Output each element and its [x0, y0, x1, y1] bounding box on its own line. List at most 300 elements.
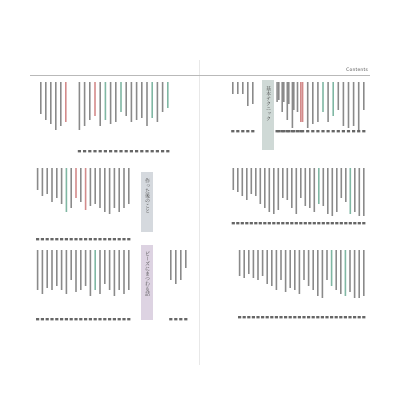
- toc-text-line: [89, 82, 91, 120]
- toc-text-line: [276, 82, 278, 102]
- toc-text-line: [307, 82, 309, 128]
- page-number: [79, 318, 82, 320]
- page-number: [352, 130, 355, 132]
- toc-text-line: [287, 168, 289, 200]
- toc-text-line: [359, 168, 361, 216]
- toc-text-line: [94, 250, 96, 290]
- page-number: [259, 222, 262, 224]
- page-number: [316, 130, 319, 132]
- page-number: [246, 130, 249, 132]
- toc-text-line: [242, 82, 244, 94]
- toc-text-line: [232, 82, 234, 94]
- toc-text-line: [291, 168, 293, 208]
- toc-text-line: [332, 82, 334, 116]
- toc-text-line: [282, 168, 284, 198]
- page-number: [36, 238, 39, 240]
- section-title-beads: ビーズにまつわる話: [144, 251, 150, 296]
- page-number: [36, 318, 39, 320]
- toc-text-line: [345, 250, 347, 296]
- toc-text-line: [358, 82, 360, 130]
- page-number: [113, 238, 116, 240]
- toc-text-line: [175, 250, 177, 284]
- toc-text-line: [99, 168, 101, 208]
- page-number: [286, 222, 289, 224]
- toc-text-line: [255, 168, 257, 196]
- page-number: [277, 222, 280, 224]
- page-number: [55, 238, 58, 240]
- page-number: [358, 222, 361, 224]
- toc-text-line: [247, 82, 249, 106]
- toc-text-line: [75, 168, 77, 198]
- toc-text-line: [363, 82, 365, 110]
- page-number: [109, 150, 112, 152]
- toc-text-line: [271, 250, 273, 286]
- page-number: [362, 130, 365, 132]
- toc-text-line: [51, 168, 53, 202]
- page-number: [94, 318, 97, 320]
- toc-text-line: [45, 82, 47, 120]
- page-number: [272, 222, 275, 224]
- toc-text-line: [257, 250, 259, 280]
- toc-text-line: [128, 168, 130, 204]
- toc-text-line: [327, 168, 329, 214]
- toc-text-line: [260, 168, 262, 204]
- page-number: [339, 316, 342, 318]
- page-number: [103, 238, 106, 240]
- page-number: [296, 130, 299, 132]
- toc-text-line: [51, 250, 53, 290]
- page-number: [50, 318, 53, 320]
- toc-text-line: [61, 250, 63, 290]
- toc-text-line: [299, 250, 301, 294]
- page-number: [353, 316, 356, 318]
- toc-text-line: [90, 250, 92, 296]
- toc-text-line: [55, 82, 57, 130]
- page-number: [292, 130, 295, 132]
- page-number: [41, 318, 44, 320]
- page-number: [254, 222, 257, 224]
- page-number: [277, 130, 280, 132]
- toc-text-line: [293, 82, 295, 110]
- page-number: [46, 318, 49, 320]
- toc-text-line: [341, 168, 343, 198]
- page-number: [241, 130, 244, 132]
- toc-text-line: [109, 168, 111, 214]
- toc-text-line: [70, 168, 72, 208]
- page-number: [317, 222, 320, 224]
- page-number: [108, 238, 111, 240]
- page-number: [151, 150, 154, 152]
- page-number: [270, 316, 273, 318]
- page-number: [46, 238, 49, 240]
- toc-text-line: [237, 82, 239, 94]
- page-number: [130, 150, 133, 152]
- page-number: [335, 222, 338, 224]
- toc-text-line: [343, 82, 345, 126]
- section-title-after: 作った後のこと: [144, 178, 150, 213]
- page-number: [312, 316, 315, 318]
- toc-text-line: [326, 250, 328, 280]
- page-number: [304, 222, 307, 224]
- page-number: [232, 222, 235, 224]
- page-number: [93, 150, 96, 152]
- toc-text-line: [335, 250, 337, 290]
- page-number: [169, 318, 172, 320]
- toc-text-line: [141, 82, 143, 118]
- page-number: [236, 222, 239, 224]
- page-number: [70, 318, 73, 320]
- page-number: [316, 316, 319, 318]
- page-number: [113, 318, 116, 320]
- toc-text-line: [85, 168, 87, 210]
- page-number: [241, 222, 244, 224]
- page-number: [114, 150, 117, 152]
- page-number: [353, 222, 356, 224]
- toc-text-line: [278, 168, 280, 210]
- toc-text-line: [332, 168, 334, 216]
- page-number: [261, 316, 264, 318]
- page-number: [289, 316, 292, 318]
- page-number: [331, 222, 334, 224]
- toc-text-line: [292, 82, 294, 128]
- toc-text-line: [318, 168, 320, 204]
- toc-text-line: [285, 250, 287, 292]
- toc-text-line: [350, 168, 352, 214]
- page-number: [311, 130, 314, 132]
- toc-text-line: [281, 82, 283, 112]
- toc-text-line: [80, 250, 82, 290]
- page-number: [332, 130, 335, 132]
- toc-text-line: [354, 168, 356, 212]
- toc-text-line: [251, 168, 253, 194]
- toc-text-line: [42, 250, 44, 294]
- page-number: [263, 222, 266, 224]
- page-number: [245, 222, 248, 224]
- page-number: [326, 222, 329, 224]
- page-number: [243, 316, 246, 318]
- page-number: [362, 316, 365, 318]
- toc-text-line: [317, 82, 319, 122]
- page-number: [135, 150, 138, 152]
- toc-text-line: [79, 82, 81, 130]
- toc-text-line: [363, 250, 365, 296]
- toc-text-line: [322, 250, 324, 298]
- page-number: [145, 150, 148, 152]
- page-number: [342, 130, 345, 132]
- page-number: [251, 130, 254, 132]
- page-number: [295, 222, 298, 224]
- toc-text-line: [125, 82, 127, 116]
- toc-text-line: [136, 82, 138, 120]
- toc-text-line: [322, 82, 324, 112]
- toc-text-line: [162, 82, 164, 112]
- page-number: [357, 130, 360, 132]
- toc-text-line: [70, 250, 72, 280]
- page-number: [83, 150, 86, 152]
- toc-text-line: [46, 250, 48, 288]
- page-number: [98, 318, 101, 320]
- page-number: [41, 238, 44, 240]
- page-number: [307, 316, 310, 318]
- toc-text-line: [345, 168, 347, 202]
- page-number: [108, 318, 111, 320]
- page-number: [322, 222, 325, 224]
- toc-text-line: [262, 250, 264, 276]
- page-number: [348, 316, 351, 318]
- toc-text-line: [50, 82, 52, 124]
- toc-text-line: [331, 250, 333, 286]
- page-number: [184, 318, 187, 320]
- toc-text-line: [280, 250, 282, 280]
- page-number: [231, 130, 234, 132]
- toc-text-line: [288, 82, 290, 104]
- page-number: [103, 318, 106, 320]
- page-number: [94, 238, 97, 240]
- page-number: [308, 222, 311, 224]
- page-number: [325, 316, 328, 318]
- page-number: [256, 316, 259, 318]
- toc-text-line: [180, 250, 182, 280]
- toc-text-line: [105, 82, 107, 120]
- toc-text-line: [300, 82, 302, 122]
- toc-text-line: [242, 168, 244, 196]
- toc-text-line: [110, 82, 112, 124]
- page-number: [50, 238, 53, 240]
- toc-text-line: [276, 250, 278, 290]
- toc-text-line: [170, 250, 172, 280]
- toc-text-line: [185, 250, 187, 268]
- page-number: [88, 150, 91, 152]
- toc-text-line: [85, 250, 87, 286]
- page-number: [166, 150, 169, 152]
- toc-text-line: [167, 82, 169, 108]
- page-number: [335, 316, 338, 318]
- toc-text-line: [312, 82, 314, 124]
- toc-text-line: [348, 82, 350, 128]
- page-number: [104, 150, 107, 152]
- toc-text-line: [302, 82, 304, 122]
- page-number: [344, 316, 347, 318]
- page-number: [290, 222, 293, 224]
- page-number: [79, 238, 82, 240]
- toc-text-line: [264, 168, 266, 208]
- page-number: [247, 316, 250, 318]
- toc-text-line: [65, 82, 67, 122]
- page-number: [327, 130, 330, 132]
- page-number: [127, 238, 130, 240]
- toc-text-line: [243, 250, 245, 278]
- toc-text-line: [131, 82, 133, 122]
- page-number: [362, 222, 365, 224]
- toc-text-line: [289, 250, 291, 288]
- toc-text-line: [80, 168, 82, 202]
- page-number: [84, 318, 87, 320]
- toc-text-line: [109, 250, 111, 290]
- page-number: [156, 150, 159, 152]
- toc-text-line: [90, 168, 92, 206]
- toc-text-line: [146, 82, 148, 126]
- page-number: [349, 222, 352, 224]
- toc-text-line: [120, 82, 122, 112]
- toc-text-line: [233, 168, 235, 190]
- page-number: [279, 316, 282, 318]
- toc-text-line: [338, 82, 340, 110]
- page-number: [347, 130, 350, 132]
- toc-text-line: [287, 82, 289, 120]
- page-number: [122, 238, 125, 240]
- toc-text-line: [114, 250, 116, 296]
- page-number: [358, 316, 361, 318]
- toc-text-line: [94, 82, 96, 116]
- page-number: [321, 130, 324, 132]
- toc-text-line: [252, 82, 254, 104]
- section-title-basic: 基本テクニック: [265, 86, 271, 121]
- toc-text-line: [297, 82, 299, 112]
- toc-text-line: [269, 168, 271, 212]
- toc-text-line: [363, 168, 365, 216]
- page-number: [268, 222, 271, 224]
- toc-text-line: [151, 82, 153, 118]
- page-number: [306, 130, 309, 132]
- page-number: [65, 238, 68, 240]
- toc-text-line: [42, 168, 44, 196]
- toc-text-line: [266, 250, 268, 284]
- page-number: [65, 318, 68, 320]
- page-number: [99, 150, 102, 152]
- toc-text-line: [115, 82, 117, 122]
- page-number: [287, 130, 290, 132]
- toc-text-line: [308, 250, 310, 286]
- toc-text-line: [296, 168, 298, 214]
- page-number: [282, 130, 285, 132]
- page-number: [127, 318, 130, 320]
- toc-text-line: [66, 250, 68, 294]
- page-number: [330, 316, 333, 318]
- toc-text-line: [40, 82, 42, 114]
- toc-text-line: [128, 250, 130, 290]
- toc-text-line: [123, 168, 125, 208]
- toc-text-line: [253, 250, 255, 278]
- page-number: [337, 130, 340, 132]
- page-number: [174, 318, 177, 320]
- toc-text-line: [66, 168, 68, 212]
- page-number: [281, 222, 284, 224]
- page-number: [250, 222, 253, 224]
- page-number: [70, 238, 73, 240]
- toc-text-line: [317, 250, 319, 296]
- toc-text-line: [37, 168, 39, 190]
- toc-text-line: [303, 250, 305, 280]
- toc-text-line: [94, 168, 96, 204]
- toc-text-line: [56, 168, 58, 198]
- toc-text-line: [323, 168, 325, 206]
- toc-text-line: [349, 250, 351, 292]
- toc-text-line: [118, 168, 120, 212]
- page-number: [293, 316, 296, 318]
- toc-text-line: [60, 82, 62, 126]
- page-number: [298, 316, 301, 318]
- toc-text-line: [61, 168, 63, 204]
- page-number: [125, 150, 128, 152]
- page-number: [118, 238, 121, 240]
- toc-text-line: [46, 168, 48, 194]
- page-number: [118, 318, 121, 320]
- page-number: [340, 222, 343, 224]
- page-number: [74, 238, 77, 240]
- toc-text-line: [118, 250, 120, 290]
- toc-text-line: [309, 168, 311, 208]
- toc-text-line: [99, 250, 101, 294]
- toc-text-line: [56, 250, 58, 286]
- toc-text-line: [157, 82, 159, 122]
- toc-text-line: [104, 250, 106, 284]
- page-number: [140, 150, 143, 152]
- page-number: [299, 130, 302, 132]
- toc-text-line: [340, 250, 342, 294]
- page-number: [179, 318, 182, 320]
- toc-text-line: [114, 168, 116, 208]
- page-number: [89, 238, 92, 240]
- page-number: [60, 238, 63, 240]
- toc-text-line: [246, 168, 248, 200]
- page-number: [98, 238, 101, 240]
- toc-text-line: [75, 250, 77, 292]
- page-number: [284, 316, 287, 318]
- page-number: [74, 318, 77, 320]
- toc-text-line: [358, 250, 360, 298]
- toc-text-line: [104, 168, 106, 212]
- toc-text-line: [273, 168, 275, 214]
- contents-header: Contents: [346, 68, 368, 73]
- toc-text-line: [312, 250, 314, 290]
- page-number: [89, 318, 92, 320]
- toc-text-line: [353, 82, 355, 126]
- page-number: [55, 318, 58, 320]
- page-number: [302, 316, 305, 318]
- toc-text-line: [239, 250, 241, 276]
- page-number: [299, 222, 302, 224]
- toc-text-line: [354, 250, 356, 298]
- toc-text-line: [248, 250, 250, 274]
- toc-text-line: [305, 168, 307, 206]
- page-number: [321, 316, 324, 318]
- page-number: [161, 150, 164, 152]
- toc-text-line: [237, 168, 239, 192]
- page-number: [84, 238, 87, 240]
- page-number: [313, 222, 316, 224]
- toc-text-line: [37, 250, 39, 290]
- page-number: [266, 316, 269, 318]
- toc-text-line: [123, 250, 125, 294]
- toc-text-line: [84, 82, 86, 126]
- toc-text-line: [294, 250, 296, 290]
- page-number: [236, 130, 239, 132]
- page-number: [344, 222, 347, 224]
- page-number: [119, 150, 122, 152]
- page-number: [122, 318, 125, 320]
- page-number: [238, 316, 241, 318]
- toc-text-line: [314, 168, 316, 212]
- toc-text-line: [283, 82, 285, 102]
- toc-text-line: [99, 82, 101, 126]
- toc-text-line: [327, 82, 329, 122]
- page-number: [252, 316, 255, 318]
- page-number: [78, 150, 81, 152]
- toc-text-line: [300, 168, 302, 198]
- toc-text-line: [336, 168, 338, 212]
- toc-text-line: [278, 82, 280, 100]
- page-number: [275, 316, 278, 318]
